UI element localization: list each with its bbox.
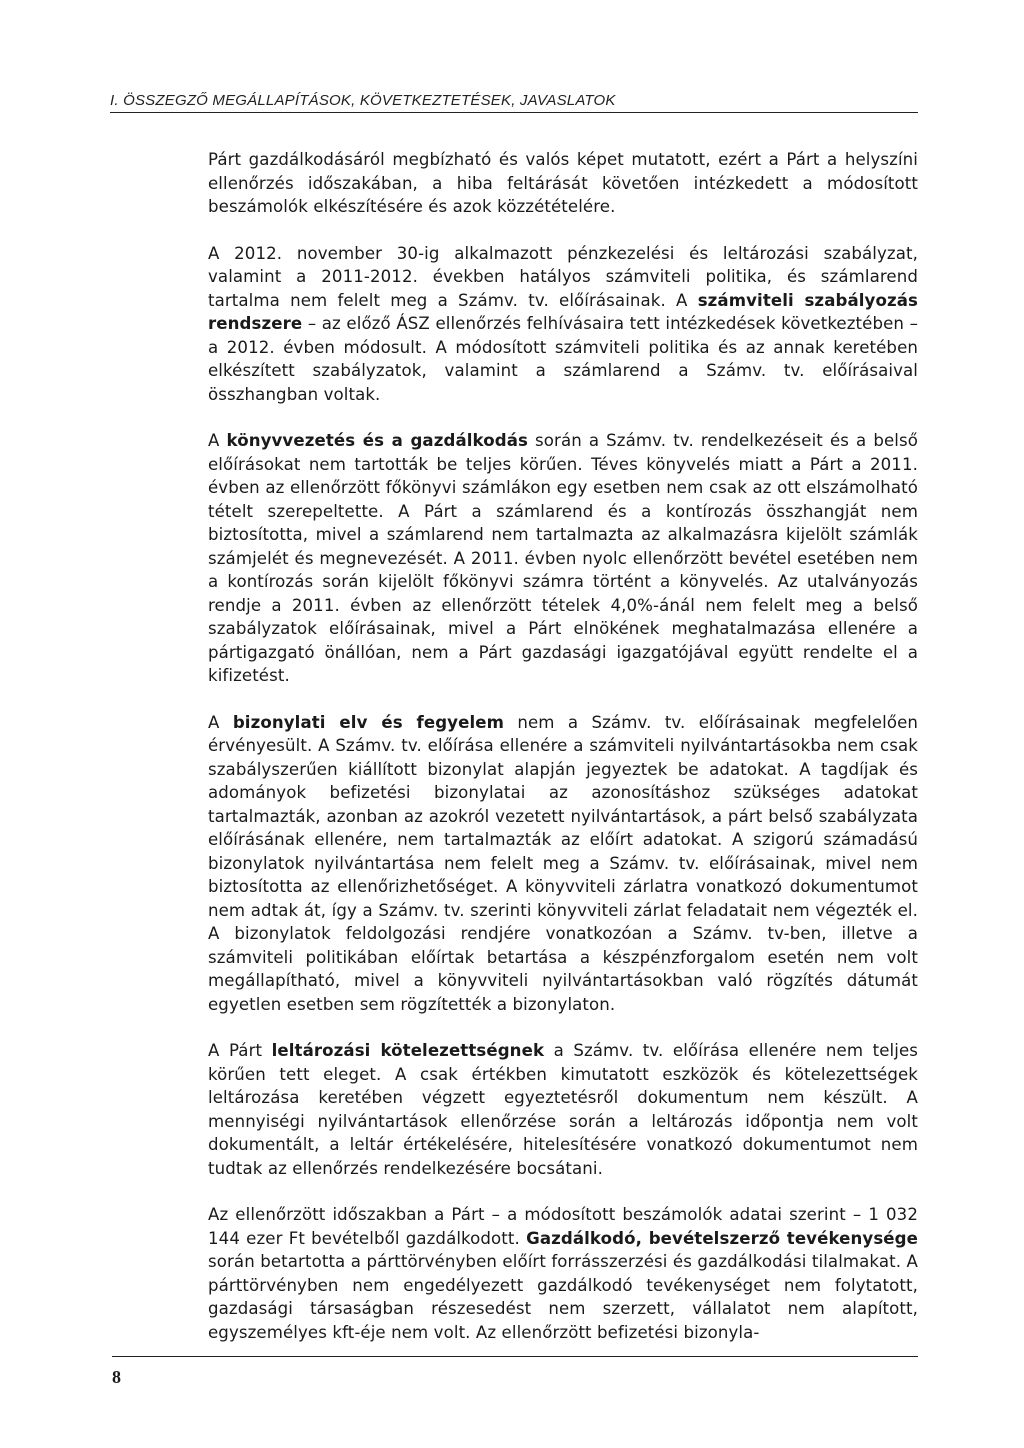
- bold-term: könyvvezetés és a gazdálkodás: [226, 431, 528, 450]
- text-run: nem a Számv. tv. előírásainak megfelelően érvényesült. A Számv. tv. előírása ellenére a számviteli nyilvántartásokba nem csak szabályszerűen kiállított bizonylat alapján jegyeztek be adatokat. A tagdíjak és adományok befizetési bizonylatai az azonosításhoz szükséges adatokat tartalmazták, azonban az azokról vezetett nyilvántartások, a párt belső szabályzata előírásának ellenére, nem tartalmazták az előírt adatokat. A szigorú számadású bizonylatok nyilvántartása nem felelt meg a Számv. tv. előírásainak, mivel nem biztosította az ellenőrizhetőséget. A könyvviteli zárlatra vonatkozó dokumentumot nem adtak át, így a Számv. tv. szerinti könyvviteli zárlat feladatait nem végezték el. A bizonylatok feldolgozási rendjére vonatkozóan a Számv. tv-ben, illetve a számviteli politikában előírtak betartása a készpénzforgalom esetén nem volt megállapítható, mivel a könyvviteli nyilvántartásokban való rögzítés dátumát egyetlen esetben sem rögzítették a bizonylaton.: [208, 712, 918, 1014]
- page-number: 8: [112, 1367, 121, 1387]
- text-run: – az előző ÁSZ ellenőrzés felhívásaira tett intézkedések következtében – a 2012. évben módosult. A módosított számviteli politika és az annak keretében elkészített szabályzatok, valamint a számlarend a Számv. tv. előírásaival összhangban voltak.: [208, 314, 918, 404]
- text-run: A 2012. november 30-ig alkalmazott pénzkezelési és leltározási szabályzat, valamint a 2011-2012. években hatályos számviteli politika, és számlarend tartalma nem felelt meg a Számv. tv. előírásainak. A: [208, 243, 918, 310]
- body-text: [208, 148, 918, 1367]
- running-header: I. ÖSSZEGZŐ MEGÁLLAPÍTÁSOK, KÖVETKEZTETÉSEK, JAVASLATOK: [110, 92, 918, 113]
- text-run: során betartotta a párttörvényben előírt forrásszerzési és gazdálkodási tilalmakat. A párttörvényben nem engedélyezett gazdálkodó tevékenységet nem folytatott, gazdasági társaságban részesedést nem szerzett, vállalatot nem alapított, egyszemélyes kft-éje nem volt. Az ellenőrzött befizetési bizonyla-: [208, 1252, 918, 1342]
- text-run: Párt gazdálkodásáról megbízható és valós képet mutatott, ezért a Párt a helyszíni ellenőrzés időszakában, a hiba feltárását követően intézkedett a módosított beszámolók elkészítésére és azok közzétételére.: [208, 150, 918, 216]
- bold-term: bizonylati elv és fegyelem: [232, 712, 504, 732]
- paragraph: [208, 1039, 918, 1180]
- paragraph: [208, 429, 918, 688]
- paragraph: [208, 1203, 918, 1344]
- footer-rule: [112, 1356, 918, 1357]
- bold-term: leltározási kötelezettségnek: [271, 1041, 545, 1060]
- paragraph: [208, 711, 918, 1017]
- text-run: során a Számv. tv. rendelkezéseit és a belső előírásokat nem tartották be teljes körűen. Téves könyvelés miatt a Párt a 2011. évben az ellenőrzött főkönyvi számlákon egy esetben nem csak az ott elszámolható tételt szerepeltette. A Párt a számlarend és a kontírozás összhangját nem biztosította, mivel a számlarend nem tartalmazta az alkalmazásra kijelölt számlák számjelét és megnevezését. A 2011. évben nyolc ellenőrzött bevétel esetében nem a kontírozás során kijelölt főkönyvi számra történt a könyvelés. Az utalványozás rendje a 2011. évben az ellenőrzött tételek 4,0%-ánál nem felelt meg a belső szabályzatok előírásainak, mivel a Párt elnökének meghatalmazása ellenére a pártigazgató önállóan, nem a Párt gazdasági igazgatójával együtt rendelte el a kifizetést.: [208, 431, 918, 685]
- paragraph: [208, 242, 918, 407]
- text-run: Az ellenőrzött időszakban a Párt – a módosított beszámolók adatai szerint – 1 032 144 ezer Ft bevételből gazdálkodott.: [208, 1205, 918, 1248]
- text-run: A: [208, 712, 233, 732]
- paragraph: [208, 148, 918, 219]
- text-run: A: [208, 431, 227, 450]
- text-run: a Számv. tv. előírása ellenére nem teljes körűen tett eleget. A csak értékben kimutatott eszközök és kötelezettségek leltározása keretében végzett egyeztetésről dokumentum nem készült. A mennyiségi nyilvántartások ellenőrzése során a leltározás időpontja nem volt dokumentált, a leltár értékelésére, hitelesítésére vonatkozó dokumentumot nem tudtak az ellenőrzés rendelkezésére bocsátani.: [208, 1041, 918, 1178]
- bold-term: Gazdálkodó, bevételszerző tevékenysége: [526, 1228, 918, 1248]
- text-run: A Párt: [208, 1041, 272, 1060]
- bold-term: számviteli szabályozás rendszere: [208, 290, 919, 333]
